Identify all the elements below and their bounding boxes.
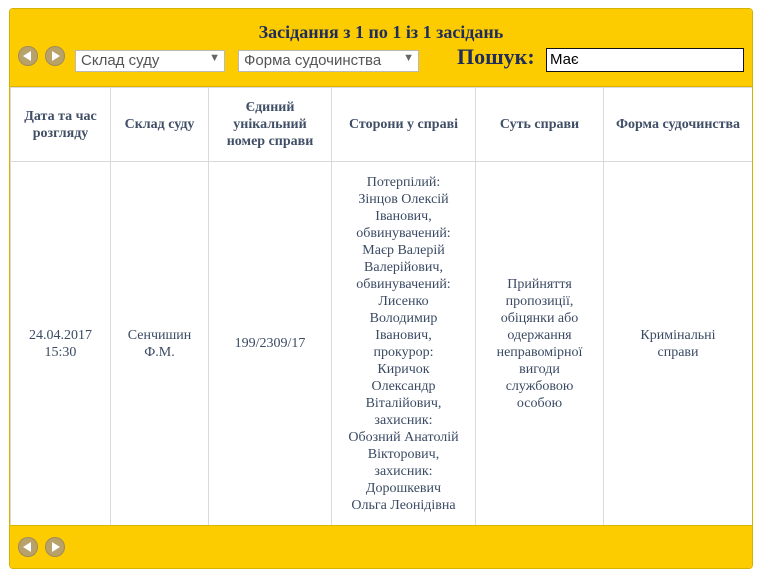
court-sessions-panel xyxy=(9,8,753,569)
column-header-parties[interactable]: Сторони у справі xyxy=(332,88,476,162)
next-page-button[interactable] xyxy=(45,46,65,66)
table-row xyxy=(11,162,753,526)
proceeding-form-value: Форма судочинства xyxy=(244,52,382,69)
cell-form: Кримінальні справи xyxy=(604,162,753,526)
cell-subject: Прийняття пропозиції, обіцянки або одержання неправомірної вигоди службовою особою xyxy=(476,162,604,526)
search-input[interactable]: Має xyxy=(546,48,744,72)
cell-case-number: 199/2309/17 xyxy=(209,162,332,526)
prev-page-button-bottom[interactable] xyxy=(18,537,38,557)
session-time: 15:30 xyxy=(44,344,77,360)
chevron-left-icon xyxy=(18,537,38,557)
cell-parties: Потерпілий: Зінцов Олексій Іванович, обвинувачений: Маєр Валерій Валерійович, обвинувачений: Лисенко Володимир Іванович, прокурор: Киричок Олександр Віталійович, захисник: Обозний Анатолій Вікторович, захисник: Дорошкевич Ольга Леонідівна xyxy=(332,162,476,526)
column-header-subject[interactable]: Суть справи xyxy=(476,88,604,162)
dropdown-arrow-icon: ▼ xyxy=(403,52,414,64)
cell-date-time xyxy=(11,162,111,526)
proceeding-form-select[interactable] xyxy=(238,50,419,72)
table-header-row xyxy=(11,88,753,162)
next-page-button-bottom[interactable] xyxy=(45,537,65,557)
sessions-table xyxy=(10,87,753,526)
column-header-date[interactable]: Дата та час розгляду xyxy=(11,88,111,162)
bottom-toolbar xyxy=(10,525,752,569)
chevron-right-icon xyxy=(45,537,65,557)
prev-page-button[interactable] xyxy=(18,46,38,66)
dropdown-arrow-icon: ▼ xyxy=(209,52,220,64)
chevron-right-icon xyxy=(45,46,65,66)
top-toolbar xyxy=(10,9,752,87)
session-date: 24.04.2017 xyxy=(29,327,92,343)
court-composition-select[interactable] xyxy=(75,50,225,72)
column-header-form[interactable]: Форма судочинства xyxy=(604,88,753,162)
sessions-title: Засідання з 1 по 1 із 1 засідань xyxy=(258,22,504,42)
column-header-case-number[interactable]: Єдиний унікальний номер справи xyxy=(209,88,332,162)
court-composition-value: Склад суду xyxy=(81,52,160,69)
chevron-left-icon xyxy=(18,46,38,66)
cell-judge: Сенчишин Ф.М. xyxy=(111,162,209,526)
column-header-judge[interactable]: Склад суду xyxy=(111,88,209,162)
search-label: Пошук: xyxy=(457,44,535,69)
